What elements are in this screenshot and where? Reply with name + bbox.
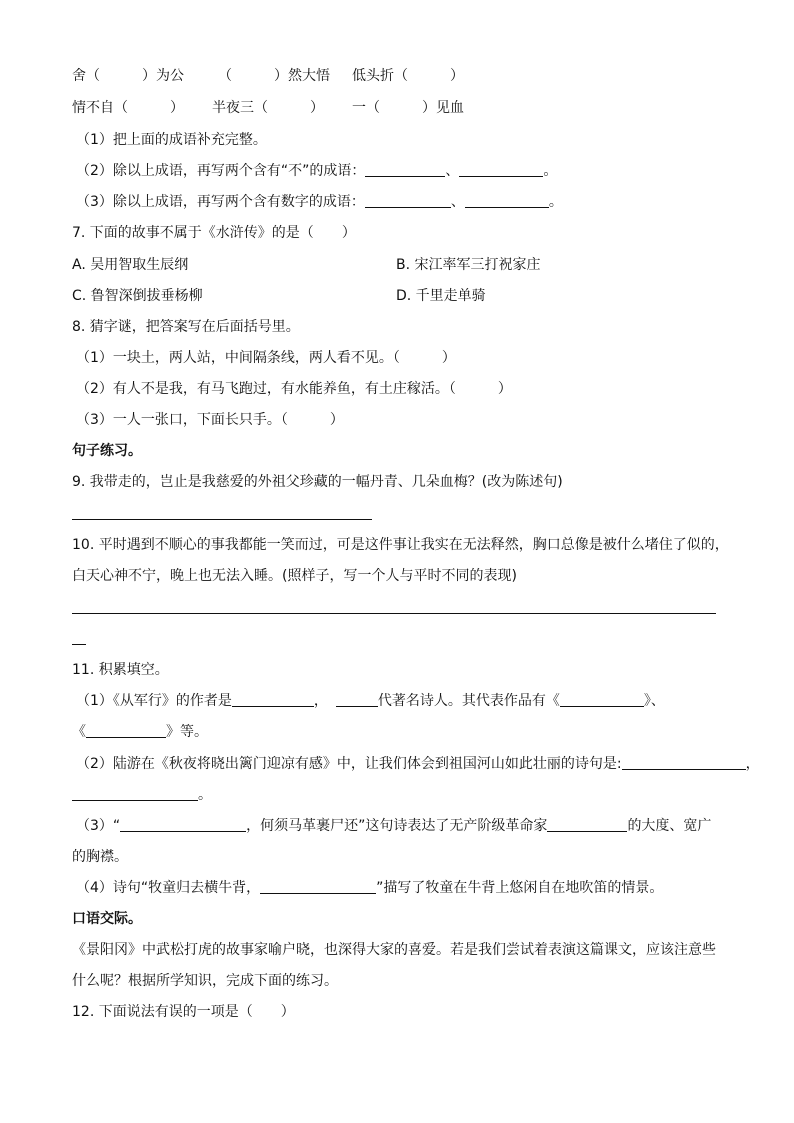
punct: 。 (548, 194, 563, 210)
idiom-blank-5 (212, 98, 324, 118)
q10-line1: 10. 平时遇到不顺心的事我都能一笑而过，可是这件事让我实在无法释然，胸口总像是被什么堵住了似的， (72, 537, 729, 553)
q6-sub2 (76, 161, 557, 181)
answer-blank[interactable] (365, 162, 445, 177)
question-text: 7. 下面的故事不属于《水浒传》的是（ (72, 225, 314, 241)
q11-stem: 11. 积累填空。 (72, 662, 169, 678)
question-text: （2）除以上成语，再写两个含有“不”的成语： (76, 163, 366, 179)
separator: 、 (450, 194, 465, 210)
idiom-blank-1 (72, 66, 184, 86)
punct: ） (280, 1004, 295, 1020)
idiom-text: ） (310, 100, 324, 116)
question-text: （4）诗句“牧童归去横牛背， (76, 880, 261, 896)
idiom-text: ）见血 (422, 100, 464, 116)
q9-answer-line[interactable] (72, 519, 372, 520)
q7-option-d[interactable]: D. 千里走单骑 (396, 288, 486, 304)
punct: 《 (72, 724, 86, 740)
answer-blank[interactable] (365, 193, 451, 208)
question-text: （1）一块土，两人站，中间隔条线，两人看不见。（ (76, 350, 400, 366)
q10-answer-line[interactable] (72, 613, 716, 614)
q8-sub2 (76, 379, 512, 399)
q10-answer-line-end[interactable] (72, 644, 86, 645)
answer-blank[interactable] (232, 692, 314, 707)
question-text: （3）“ (76, 818, 121, 834)
question-text: （3）除以上成语，再写两个含有数字的成语： (76, 194, 365, 210)
idiom-blank-3 (352, 66, 464, 86)
punct: 。 (198, 787, 212, 803)
punct: ） (329, 412, 344, 428)
question-text: 代著名诗人。其代表作品有《 (377, 693, 560, 709)
punct: ） (341, 225, 356, 241)
answer-blank[interactable] (86, 723, 166, 738)
idiom-blank-2 (218, 66, 330, 86)
q7-stem (72, 223, 356, 243)
q11-sub1-cont (72, 722, 208, 742)
idiom-text: 一（ (352, 100, 380, 116)
q8-sub1 (76, 348, 456, 368)
q8-sub3 (76, 410, 344, 430)
answer-blank[interactable] (260, 879, 376, 894)
punct: 。 (543, 163, 558, 179)
q11-sub3-cont: 的胸襟。 (72, 849, 128, 865)
punct: ） (497, 381, 512, 397)
question-text: ”描写了牧童在牛背上悠闲自在地吹笛的情景。 (376, 880, 664, 896)
idiom-text: 半夜三（ (212, 100, 268, 116)
q7-option-b[interactable]: B. 宋江率军三打祝家庄 (396, 257, 541, 273)
q11-sub2-cont (72, 785, 212, 805)
idiom-text: ） (450, 68, 464, 84)
q6-sub1: （1）把上面的成语补充完整。 (76, 132, 267, 148)
question-text: （2）陆游在《秋夜将晓出篱门迎凉有感》中，让我们体会到祖国河山如此壮丽的诗句是: (76, 756, 622, 772)
q11-sub1 (76, 691, 665, 711)
answer-blank[interactable] (120, 817, 246, 832)
question-text: ，何须马革裹尸还”这句诗表达了无产阶级革命家 (246, 818, 548, 834)
idiom-text: 低头折（ (352, 68, 408, 84)
section-heading-sentence: 句子练习。 (72, 443, 142, 459)
idiom-text: 情不自（ (72, 100, 128, 116)
answer-blank[interactable] (560, 692, 644, 707)
answer-blank[interactable] (622, 755, 746, 770)
punct: 》、 (643, 693, 665, 709)
punct: ， (745, 756, 760, 772)
q10-line2: 白天心神不宁，晚上也无法入睡。(照样子，写一个人与平时不同的表现) (72, 568, 517, 584)
question-text: （1）《从军行》的作者是 (76, 693, 232, 709)
punct: 》等。 (166, 724, 208, 740)
q12-stem (72, 1002, 295, 1022)
question-text: 的大度、宽广 (627, 818, 712, 834)
oral-intro-line1: 《景阳冈》中武松打虎的故事家喻户晓，也深得大家的喜爱。若是我们尝试着表演这篇课文，应该注意些 (72, 942, 716, 958)
separator: 、 (445, 163, 460, 179)
idiom-text: （ (218, 68, 232, 84)
idiom-text: ）为公 (142, 68, 184, 84)
q7-option-a[interactable]: A. 吴用智取生辰纲 (72, 257, 189, 273)
punct: ， (313, 693, 328, 709)
idiom-blank-6 (352, 98, 464, 118)
q11-sub2 (76, 754, 760, 774)
answer-blank[interactable] (547, 817, 627, 832)
idiom-blank-4 (72, 98, 184, 118)
answer-blank[interactable] (72, 786, 198, 801)
idiom-text: ） (170, 100, 184, 116)
question-text: （3）一人一张口，下面长只手。（ (76, 412, 288, 428)
q6-sub3 (76, 192, 563, 212)
punct: ） (441, 350, 456, 366)
q7-option-c[interactable]: C. 鲁智深倒拔垂杨柳 (72, 288, 203, 304)
answer-blank[interactable] (459, 162, 543, 177)
answer-blank[interactable] (336, 692, 378, 707)
q8-stem: 8. 猜字谜，把答案写在后面括号里。 (72, 319, 300, 335)
section-heading-oral: 口语交际。 (72, 911, 142, 927)
q11-sub4 (76, 878, 663, 898)
oral-intro-line2: 什么呢？根据所学知识，完成下面的练习。 (72, 973, 338, 989)
idiom-text: ）然大悟 (274, 68, 330, 84)
answer-blank[interactable] (465, 193, 549, 208)
question-text: （2）有人不是我，有马飞跑过，有水能养鱼，有土庄稼活。（ (76, 381, 456, 397)
idiom-text: 舍（ (72, 68, 100, 84)
q9-text: 9. 我带走的，岂止是我慈爱的外祖父珍藏的一幅丹青、几朵血梅？(改为陈述句) (72, 474, 563, 490)
q11-sub3 (76, 816, 711, 836)
question-text: 12. 下面说法有误的一项是（ (72, 1004, 253, 1020)
